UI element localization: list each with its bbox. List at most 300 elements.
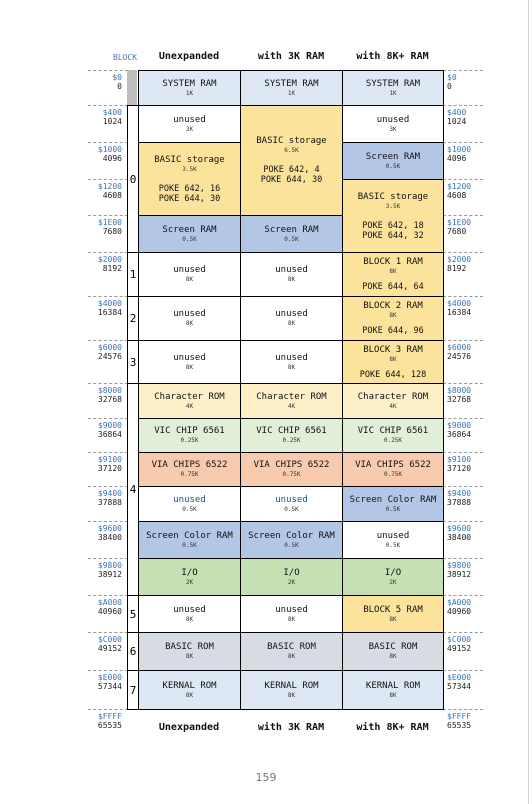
memory-cell bbox=[342, 179, 444, 253]
address-dec: 0 bbox=[447, 82, 452, 91]
address-label-l bbox=[88, 218, 122, 236]
memory-cell-size: 0.5K bbox=[182, 235, 197, 243]
address-hex: $C000 bbox=[97, 635, 122, 644]
address-dec: 38912 bbox=[447, 570, 472, 579]
page-number: 159 bbox=[255, 771, 277, 784]
block-number-7: 7 bbox=[127, 670, 139, 710]
address-dec: 38400 bbox=[447, 533, 472, 542]
address-hex: $9800 bbox=[447, 561, 472, 570]
memory-cell-name: VIA CHIPS 6522 bbox=[355, 460, 431, 470]
row-guide-left bbox=[88, 670, 128, 671]
address-label-r bbox=[447, 73, 487, 91]
memory-cell bbox=[138, 670, 241, 710]
poke-command: POKE 644, 30 bbox=[260, 175, 323, 185]
row-guide-left bbox=[88, 179, 128, 180]
row-guide-left bbox=[88, 632, 128, 633]
memory-cell bbox=[240, 558, 343, 596]
address-label-r bbox=[447, 218, 487, 236]
column-header-8k: with 8K+ RAM bbox=[356, 51, 429, 62]
poke-command: POKE 644, 64 bbox=[362, 282, 424, 292]
address-dec: 16384 bbox=[97, 308, 122, 317]
memory-cell-name: unused bbox=[275, 265, 308, 275]
address-dec: 40960 bbox=[97, 607, 122, 616]
address-dec: 57344 bbox=[97, 682, 122, 691]
memory-cell bbox=[240, 595, 343, 633]
memory-cell-size: 6.5K bbox=[284, 147, 299, 154]
memory-cell-size: 0.25K bbox=[180, 437, 199, 444]
address-label-r bbox=[447, 421, 487, 439]
row-guide-left bbox=[88, 383, 128, 384]
memory-cell-size: 8K bbox=[185, 691, 194, 699]
address-dec: 24576 bbox=[447, 352, 472, 361]
memory-cell-name: Character ROM bbox=[357, 391, 429, 402]
row-guide-left bbox=[88, 595, 128, 596]
address-label-l bbox=[88, 598, 122, 616]
address-label-r bbox=[447, 455, 487, 473]
row-guide-right bbox=[443, 632, 483, 633]
column-header-3k: with 3K RAM bbox=[257, 51, 325, 62]
row-guide-right bbox=[443, 340, 483, 341]
memory-cell-size: 2K bbox=[389, 578, 397, 586]
address-hex: $0 bbox=[112, 73, 122, 82]
memory-cell-size: 0.75K bbox=[383, 471, 403, 478]
memory-cell-name: unused bbox=[173, 352, 206, 363]
address-dec: 65535 bbox=[97, 721, 122, 730]
memory-cell-name: SYSTEM RAM bbox=[264, 78, 319, 89]
block-header: BLOCK bbox=[113, 53, 138, 62]
memory-cell bbox=[342, 340, 444, 384]
address-dec: 36864 bbox=[97, 430, 122, 439]
address-dec: 40960 bbox=[447, 607, 472, 616]
memory-cell-name: unused bbox=[275, 494, 308, 505]
address-dec: 4608 bbox=[447, 191, 467, 200]
memory-cell-size: 3.5K bbox=[385, 202, 401, 210]
memory-cell bbox=[240, 632, 343, 671]
memory-cell bbox=[342, 670, 444, 710]
address-hex: $9600 bbox=[447, 524, 472, 533]
memory-cell-name: unused bbox=[173, 309, 206, 319]
memory-cell-size: 8K bbox=[389, 312, 397, 319]
poke-command: POKE 642, 4 bbox=[263, 165, 320, 175]
address-hex: $400 bbox=[102, 108, 122, 117]
memory-cell-name: unused bbox=[173, 494, 206, 505]
row-guide-right bbox=[443, 383, 483, 384]
address-label-l bbox=[88, 255, 122, 273]
poke-command: POKE 644, 96 bbox=[362, 326, 424, 336]
address-hex: $1200 bbox=[447, 182, 472, 191]
address-label-l bbox=[88, 561, 122, 579]
row-guide-left bbox=[88, 105, 128, 106]
memory-cell bbox=[240, 452, 343, 487]
memory-cell-size: 4K bbox=[389, 402, 397, 410]
row-guide-right bbox=[443, 521, 483, 522]
block-number-1: 1 bbox=[127, 252, 139, 297]
address-dec: 24576 bbox=[97, 352, 122, 361]
column-header-unexpanded: Unexpanded bbox=[158, 51, 220, 62]
memory-cell-size: 1K bbox=[287, 89, 296, 97]
memory-cell-size: 8K bbox=[389, 355, 397, 363]
address-label-l bbox=[88, 182, 122, 200]
address-label-l bbox=[88, 145, 122, 163]
address-dec: 7680 bbox=[102, 227, 122, 236]
memory-cell-name: unused bbox=[275, 352, 308, 363]
memory-cell bbox=[138, 142, 241, 216]
memory-cell bbox=[240, 105, 343, 216]
address-hex: $9000 bbox=[97, 421, 122, 430]
memory-cell-size: 3.5K bbox=[182, 165, 197, 173]
address-dec: 7680 bbox=[447, 227, 467, 236]
address-hex: $9100 bbox=[97, 455, 122, 464]
poke-command: POKE 644, 32 bbox=[362, 230, 424, 241]
row-guide-right bbox=[443, 142, 483, 143]
address-hex: $9400 bbox=[97, 489, 122, 498]
address-hex: $FFFF bbox=[447, 712, 472, 721]
row-guide-left bbox=[88, 452, 128, 453]
address-hex: $1000 bbox=[97, 145, 122, 154]
address-label-r bbox=[447, 598, 487, 616]
block-number-6: 6 bbox=[127, 632, 139, 671]
memory-cell-size: 0.5K bbox=[182, 541, 197, 549]
address-dec: 8192 bbox=[102, 264, 122, 273]
address-hex: $FFFF bbox=[97, 712, 122, 721]
row-guide-right bbox=[443, 709, 483, 710]
address-dec: 0 bbox=[117, 82, 122, 91]
address-dec: 38912 bbox=[97, 570, 122, 579]
address-label-r bbox=[447, 712, 487, 730]
memory-cell bbox=[138, 296, 241, 341]
memory-cell-size: 4K bbox=[287, 402, 296, 410]
memory-cell bbox=[138, 632, 241, 671]
memory-cell-name: KERNAL ROM bbox=[264, 680, 319, 691]
address-dec: 4096 bbox=[102, 154, 122, 163]
address-label-r bbox=[447, 182, 487, 200]
row-guide-right bbox=[443, 179, 483, 180]
address-label-l bbox=[88, 712, 122, 730]
address-dec: 32768 bbox=[447, 395, 472, 404]
address-label-l bbox=[88, 524, 122, 542]
memory-cell-size: 2K bbox=[287, 578, 296, 586]
memory-cell-size: 0.75K bbox=[282, 471, 301, 478]
memory-cell-size: 8K bbox=[185, 615, 194, 623]
poke-command: POKE 644, 128 bbox=[359, 369, 427, 380]
memory-cell bbox=[342, 418, 444, 453]
footer-header-8k: with 8K+ RAM bbox=[356, 722, 429, 733]
address-label-r bbox=[447, 386, 487, 404]
memory-cell-name: BASIC ROM bbox=[368, 642, 418, 652]
address-dec: 1024 bbox=[447, 117, 467, 126]
address-dec: 1024 bbox=[102, 117, 122, 126]
footer-header-3k: with 3K RAM bbox=[257, 722, 325, 733]
memory-cell bbox=[240, 215, 343, 253]
address-hex: $4000 bbox=[447, 299, 472, 308]
memory-cell-size: 8K bbox=[287, 320, 296, 327]
memory-cell bbox=[138, 521, 241, 559]
memory-cell-size: 8K bbox=[287, 615, 296, 623]
memory-cell bbox=[240, 340, 343, 384]
row-guide-left bbox=[88, 486, 128, 487]
memory-cell-size: 0.5K bbox=[284, 505, 299, 513]
memory-cell bbox=[342, 296, 444, 341]
address-hex: $9000 bbox=[447, 421, 472, 430]
memory-cell-name: Screen RAM bbox=[365, 151, 421, 162]
memory-cell-size: 8K bbox=[185, 363, 194, 371]
address-label-l bbox=[88, 386, 122, 404]
address-dec: 4608 bbox=[102, 191, 122, 200]
address-label-l bbox=[88, 421, 122, 439]
address-hex: $1200 bbox=[97, 182, 122, 191]
address-hex: $6000 bbox=[97, 343, 122, 352]
memory-cell-size: 0.75K bbox=[180, 471, 199, 478]
address-dec: 37888 bbox=[447, 498, 472, 507]
row-guide-right bbox=[443, 252, 483, 253]
memory-cell-name: unused bbox=[275, 604, 308, 615]
address-hex: $E000 bbox=[97, 673, 122, 682]
memory-cell-name: unused bbox=[376, 114, 410, 125]
memory-cell bbox=[342, 452, 444, 487]
address-hex: $8000 bbox=[447, 386, 472, 395]
address-hex: $1E00 bbox=[97, 218, 122, 227]
memory-cell bbox=[240, 418, 343, 453]
address-hex: $6000 bbox=[447, 343, 472, 352]
memory-cell bbox=[342, 105, 444, 143]
memory-cell-name: VIC CHIP 6561 bbox=[256, 426, 327, 436]
memory-cell bbox=[342, 486, 444, 522]
row-guide-left bbox=[88, 418, 128, 419]
memory-cell-name: SYSTEM RAM bbox=[365, 78, 421, 89]
poke-command: POKE 642, 16 bbox=[158, 183, 221, 194]
memory-cell-name: BLOCK 2 RAM bbox=[363, 301, 423, 311]
memory-cell-size: 3K bbox=[389, 125, 397, 133]
memory-cell-name: I/O bbox=[283, 567, 300, 578]
memory-cell-size: 0.5K bbox=[385, 541, 401, 549]
address-label-l bbox=[88, 455, 122, 473]
address-hex: $400 bbox=[447, 108, 467, 117]
memory-cell-name: KERNAL ROM bbox=[162, 680, 217, 691]
memory-cell-size: 8K bbox=[287, 691, 296, 699]
memory-cell bbox=[138, 340, 241, 384]
address-label-l bbox=[88, 489, 122, 507]
address-dec: 36864 bbox=[447, 430, 472, 439]
address-label-r bbox=[447, 489, 487, 507]
memory-cell-name: BASIC storage bbox=[357, 191, 429, 202]
address-dec: 49152 bbox=[447, 644, 472, 653]
memory-cell-name: VIC CHIP 6561 bbox=[357, 426, 429, 436]
address-label-r bbox=[447, 524, 487, 542]
address-label-l bbox=[88, 673, 122, 691]
row-guide-right bbox=[443, 215, 483, 216]
row-guide-right bbox=[443, 70, 483, 71]
memory-cell-size: 2K bbox=[185, 578, 194, 586]
memory-cell-size: 0.25K bbox=[383, 437, 403, 444]
block-number-4: 4 bbox=[127, 383, 139, 596]
address-dec: 65535 bbox=[447, 721, 472, 730]
memory-cell bbox=[138, 105, 241, 143]
address-hex: $9100 bbox=[447, 455, 472, 464]
memory-cell bbox=[240, 252, 343, 297]
memory-cell-size: 8K bbox=[185, 320, 194, 327]
address-label-r bbox=[447, 673, 487, 691]
memory-cell-name: Screen Color RAM bbox=[248, 530, 335, 541]
memory-cell-name: unused bbox=[173, 604, 206, 615]
memory-cell-size: 8K bbox=[389, 615, 397, 623]
address-label-r bbox=[447, 299, 487, 317]
memory-cell bbox=[342, 521, 444, 559]
row-guide-right bbox=[443, 296, 483, 297]
address-label-l bbox=[88, 343, 122, 361]
block-number-5: 5 bbox=[127, 595, 139, 633]
address-label-l bbox=[88, 635, 122, 653]
address-dec: 4096 bbox=[447, 154, 467, 163]
memory-cell bbox=[138, 486, 241, 522]
row-guide-left bbox=[88, 521, 128, 522]
memory-cell-name: VIA CHIPS 6522 bbox=[253, 460, 330, 470]
memory-cell-name: SYSTEM RAM bbox=[162, 78, 217, 89]
address-hex: $E000 bbox=[447, 673, 472, 682]
address-dec: 16384 bbox=[447, 308, 472, 317]
memory-cell-size: 8K bbox=[287, 363, 296, 371]
address-hex: $9400 bbox=[447, 489, 472, 498]
row-guide-left bbox=[88, 296, 128, 297]
memory-cell-name: Screen RAM bbox=[264, 224, 319, 235]
memory-cell-name: unused bbox=[376, 530, 410, 541]
address-hex: $A000 bbox=[447, 598, 472, 607]
address-dec: 37120 bbox=[447, 464, 472, 473]
memory-cell bbox=[342, 595, 444, 633]
memory-cell-size: 0.5K bbox=[385, 505, 401, 513]
memory-cell bbox=[138, 452, 241, 487]
address-hex: $2000 bbox=[447, 255, 472, 264]
memory-cell-size: 8K bbox=[185, 276, 194, 283]
block-number-2: 2 bbox=[127, 296, 139, 341]
address-dec: 8192 bbox=[447, 264, 467, 273]
block-number-3: 3 bbox=[127, 340, 139, 384]
address-hex: $9800 bbox=[97, 561, 122, 570]
address-dec: 57344 bbox=[447, 682, 472, 691]
memory-cell-size: 8K bbox=[389, 691, 397, 699]
memory-cell-name: BASIC ROM bbox=[165, 642, 214, 652]
memory-cell-size: 1K bbox=[389, 89, 397, 97]
memory-cell-name: Screen Color RAM bbox=[349, 494, 437, 505]
memory-cell bbox=[138, 70, 241, 106]
row-guide-right bbox=[443, 452, 483, 453]
memory-cell-name: VIA CHIPS 6522 bbox=[151, 460, 228, 470]
memory-cell-size: 8K bbox=[389, 268, 397, 275]
memory-cell-name: unused bbox=[173, 265, 206, 275]
address-dec: 38400 bbox=[97, 533, 122, 542]
memory-cell-size: 0.5K bbox=[182, 505, 197, 513]
memory-cell-name: unused bbox=[173, 114, 206, 125]
memory-cell bbox=[138, 418, 241, 453]
memory-cell-size: 8K bbox=[185, 653, 194, 660]
memory-cell bbox=[138, 558, 241, 596]
memory-cell bbox=[240, 521, 343, 559]
memory-cell bbox=[138, 252, 241, 297]
address-hex: $A000 bbox=[97, 598, 122, 607]
memory-cell bbox=[342, 383, 444, 419]
memory-cell-name: I/O bbox=[181, 567, 198, 578]
memory-cell-size: 8K bbox=[389, 653, 397, 660]
row-guide-left bbox=[88, 558, 128, 559]
address-hex: $8000 bbox=[97, 386, 122, 395]
address-hex: $1E00 bbox=[447, 218, 472, 227]
address-label-r bbox=[447, 343, 487, 361]
address-label-r bbox=[447, 108, 487, 126]
address-hex: $2000 bbox=[97, 255, 122, 264]
footer-header-unexpanded: Unexpanded bbox=[158, 722, 220, 733]
memory-cell-size: 0.25K bbox=[282, 437, 301, 444]
row-guide-right bbox=[443, 418, 483, 419]
address-label-r bbox=[447, 145, 487, 163]
address-label-r bbox=[447, 561, 487, 579]
memory-cell-size: 8K bbox=[287, 276, 296, 283]
memory-cell-name: BLOCK 1 RAM bbox=[363, 257, 423, 267]
address-dec: 32768 bbox=[97, 395, 122, 404]
address-hex: $4000 bbox=[97, 299, 122, 308]
address-dec: 37120 bbox=[97, 464, 122, 473]
memory-cell-size: 4K bbox=[185, 402, 194, 410]
address-hex: $0 bbox=[447, 73, 457, 82]
row-guide-right bbox=[443, 595, 483, 596]
memory-cell-name: BASIC storage bbox=[154, 154, 225, 165]
row-guide-left bbox=[88, 70, 128, 71]
memory-cell bbox=[342, 632, 444, 671]
memory-cell-name: KERNAL ROM bbox=[365, 680, 421, 691]
poke-command: POKE 642, 18 bbox=[362, 220, 424, 231]
address-dec: 37888 bbox=[97, 498, 122, 507]
memory-cell-name: BASIC storage bbox=[256, 136, 327, 146]
poke-command: POKE 644, 30 bbox=[158, 193, 221, 204]
memory-cell-name: Character ROM bbox=[154, 391, 225, 402]
memory-cell bbox=[342, 558, 444, 596]
row-guide-right bbox=[443, 558, 483, 559]
memory-cell bbox=[240, 70, 343, 106]
memory-cell-name: BASIC ROM bbox=[267, 642, 316, 652]
memory-cell-size: 0.5K bbox=[284, 541, 299, 549]
address-hex: $C000 bbox=[447, 635, 472, 644]
memory-cell bbox=[342, 252, 444, 297]
memory-cell bbox=[342, 142, 444, 180]
address-label-r bbox=[447, 635, 487, 653]
memory-cell bbox=[240, 486, 343, 522]
memory-cell bbox=[240, 383, 343, 419]
memory-cell bbox=[138, 383, 241, 419]
memory-cell bbox=[342, 70, 444, 106]
row-guide-left bbox=[88, 142, 128, 143]
address-label-l bbox=[88, 299, 122, 317]
memory-cell-name: unused bbox=[275, 309, 308, 319]
address-label-r bbox=[447, 255, 487, 273]
row-guide-right bbox=[443, 670, 483, 671]
memory-cell-size: 1K bbox=[185, 89, 194, 97]
memory-cell bbox=[240, 296, 343, 341]
row-guide-left bbox=[88, 215, 128, 216]
memory-cell-name: BLOCK 5 RAM bbox=[363, 604, 423, 615]
memory-cell-name: Screen RAM bbox=[162, 224, 217, 235]
row-guide-left bbox=[88, 252, 128, 253]
memory-cell-name: Screen Color RAM bbox=[146, 530, 233, 541]
block-number-0: 0 bbox=[127, 105, 139, 253]
memory-cell-name: BLOCK 3 RAM bbox=[363, 344, 423, 355]
row-guide-right bbox=[443, 486, 483, 487]
address-label-l bbox=[88, 108, 122, 126]
address-dec: 49152 bbox=[97, 644, 122, 653]
memory-cell bbox=[138, 595, 241, 633]
memory-cell-size: 3K bbox=[185, 125, 194, 133]
row-guide-right bbox=[443, 105, 483, 106]
address-hex: $1000 bbox=[447, 145, 472, 154]
memory-cell bbox=[138, 215, 241, 253]
memory-cell-size: 8K bbox=[287, 653, 296, 660]
